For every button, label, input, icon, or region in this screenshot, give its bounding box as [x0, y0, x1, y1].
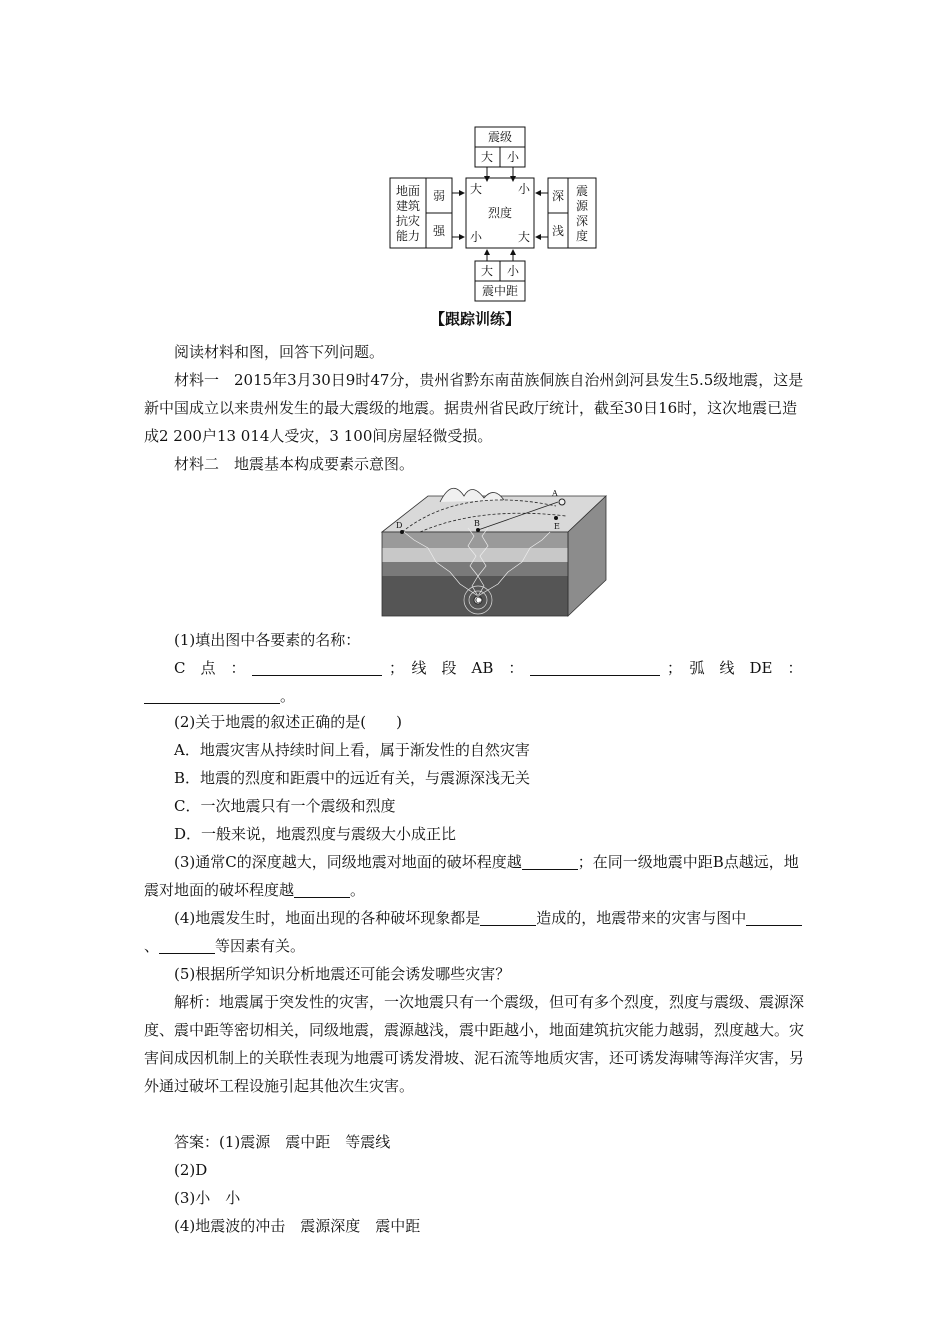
left-weak: 弱 [432, 189, 446, 203]
answer-line-3: (3)小 小 [174, 1189, 241, 1207]
analysis-text: 解析：地震属于突发性的灾害，一次地震只有一个震级，但可有多个烈度，烈度与震级、震源深度、震中距等密切相关，同级地震，震源越浅，震中距越小，地面建筑抗灾能力越弱，烈度越大。灾害间成因机制上的关联性表现为地震可诱发滑坡、泥石流等地质灾害，还可诱发海啸等海洋灾害，另外通过破坏工程设施引起其他次生灾害。 [144, 993, 805, 1095]
option-c: C．一次地震只有一个震级和烈度 [174, 797, 396, 815]
option-d: D．一般来说，地震烈度与震级大小成正比 [174, 825, 457, 843]
q3-blank-1[interactable] [522, 853, 578, 870]
question-5: (5)根据所学知识分析地震还可能会诱发哪些灾害？ [174, 965, 511, 983]
q4-blank-3[interactable] [159, 937, 215, 954]
answer-line-2: (2)D [174, 1161, 208, 1179]
center-bl: 小 [469, 230, 483, 244]
answer-line-1: 答案：(1)震源 震中距 等震线 [174, 1133, 391, 1151]
bottom-big: 大 [480, 264, 494, 278]
material-two: 材料二 地震基本构成要素示意图。 [174, 455, 415, 473]
q4-blank-1[interactable] [480, 909, 536, 926]
option-a: A．地震灾害从持续时间上看，属于渐发性的自然灾害 [174, 741, 530, 759]
left-strong: 强 [432, 224, 446, 238]
question-1-title: (1)填出图中各要素的名称： [174, 631, 361, 649]
q3-blank-2[interactable] [294, 881, 350, 898]
material-one: 材料一 2015年3月30日9时47分，贵州省黔东南苗族侗族自治州剑河县发生5.5级地震，这是新中国成立以来贵州发生的最大震级的地震。据贵州省民政厅统计，截至30日16时，这次地震已造成2 200户13 014人受灾，3 100间房屋轻微受损。 [144, 371, 804, 445]
right-title-4: 度 [575, 229, 589, 243]
de-label: ； 弧 线 DE ： [666, 659, 803, 677]
q4-blank-2[interactable] [746, 909, 802, 926]
top-big: 大 [480, 150, 494, 164]
q3-part2: ；在同一级地震中距B点越远，地震对地面的破坏程度越 [144, 853, 799, 899]
label-b: B [474, 519, 480, 528]
question-1-line [144, 654, 809, 682]
center-label: 烈度 [487, 206, 513, 220]
question-4 [144, 904, 809, 960]
question-1-line-2 [144, 682, 809, 710]
q1-end: 。 [280, 687, 296, 705]
left-title-4: 能力 [395, 229, 421, 243]
ab-label: ； 线 段 AB ： [389, 659, 524, 677]
option-b: B．地震的烈度和距震中的远近有关，与震源深浅无关 [174, 769, 531, 787]
c-point-blank[interactable] [252, 659, 382, 676]
label-e: E [554, 522, 560, 531]
answer-line-4: (4)地震波的冲击 震源深度 震中距 [174, 1217, 421, 1235]
q3-part3: 。 [350, 881, 366, 899]
left-title-3: 抗灾 [395, 214, 421, 228]
ab-blank[interactable] [530, 659, 660, 676]
intensity-factor-diagram [388, 125, 598, 303]
q4-part2: 造成的，地震带来的灾害与图中 [536, 909, 747, 927]
top-header: 震级 [487, 130, 513, 144]
left-title-1: 地面 [395, 184, 421, 198]
question-3 [144, 848, 809, 904]
right-deep: 深 [551, 189, 565, 203]
de-blank[interactable] [144, 687, 280, 704]
q4-part4: 等因素有关。 [215, 937, 306, 955]
section-title: 【跟踪训练】 [429, 310, 520, 328]
q4-part1: (4)地震发生时，地面出现的各种破坏现象都是 [174, 909, 481, 927]
label-d: D [396, 521, 403, 530]
intro-text: 阅读材料和图，回答下列问题。 [174, 343, 385, 361]
c-point-label: C 点 ： [174, 659, 246, 677]
label-c: C [475, 596, 482, 605]
left-title-2: 建筑 [395, 199, 421, 213]
right-shallow: 浅 [551, 224, 565, 238]
question-2-title: (2)关于地震的叙述正确的是( ) [174, 713, 402, 731]
earthquake-elements-figure [380, 476, 608, 618]
label-a: A [552, 489, 558, 498]
right-title-1: 震 [575, 184, 589, 198]
bottom-small: 小 [506, 264, 520, 278]
q3-part1: (3)通常C的深度越大，同级地震对地面的破坏程度越 [174, 853, 522, 871]
center-tr: 小 [517, 182, 531, 196]
right-title-2: 源 [575, 199, 589, 213]
center-br: 大 [517, 230, 531, 244]
center-tl: 大 [469, 182, 483, 196]
bottom-header: 震中距 [481, 284, 519, 298]
top-small: 小 [506, 150, 520, 164]
right-title-3: 深 [575, 214, 589, 228]
q4-part3: 、 [144, 937, 160, 955]
